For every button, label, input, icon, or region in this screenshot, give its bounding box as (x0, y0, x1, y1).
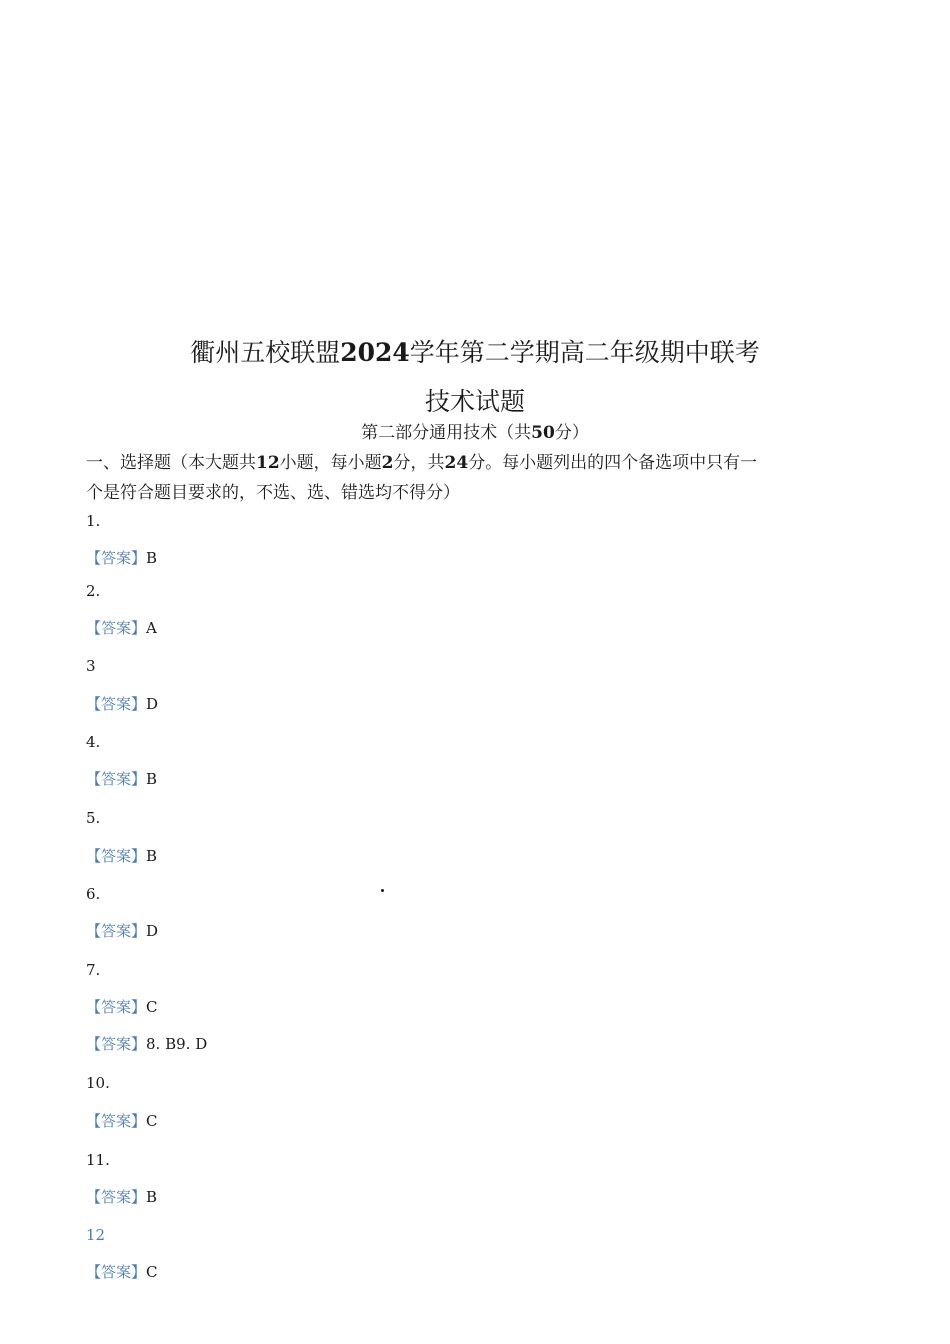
answer-value: B (146, 847, 158, 865)
answer-label: 【答案】 (86, 619, 147, 637)
answer-line (86, 921, 158, 941)
exam-title: 衢州五校联盟2024学年第二学期高二年级期中联考 (190, 338, 760, 367)
question-number: 1. (86, 512, 101, 530)
question-number: 6. (86, 885, 101, 903)
answer-label: 【答案】 (86, 549, 147, 567)
question-number: 5. (86, 809, 101, 827)
answer-value: C (146, 1263, 158, 1281)
answer-label: 【答案】 (86, 770, 147, 788)
answer-value: B (146, 549, 158, 567)
answer-line (86, 694, 158, 714)
answer-label: 【答案】 (86, 922, 147, 940)
question-number: 4. (86, 733, 101, 751)
answer-line (86, 1187, 157, 1207)
answer-label: 【答案】 (86, 847, 147, 865)
question-number: 7. (86, 961, 101, 979)
answer-value: C (146, 998, 158, 1016)
answer-value: D (146, 922, 159, 940)
answer-value: C (146, 1112, 158, 1130)
answer-label: 【答案】 (86, 1035, 147, 1053)
answer-label: 【答案】 (86, 998, 147, 1016)
stray-dot-mark (381, 889, 384, 892)
question-number: 2. (86, 582, 101, 600)
answer-line (86, 618, 157, 638)
answer-value: 8. B9. D (146, 1035, 208, 1053)
answer-label: 【答案】 (86, 695, 147, 713)
answer-line (86, 1034, 207, 1054)
answer-label: 【答案】 (86, 1188, 147, 1206)
question-number: 10. (86, 1074, 110, 1092)
answer-line (86, 548, 157, 568)
question-number: 3 (86, 657, 96, 675)
answer-value: B (146, 1188, 158, 1206)
question-number: 12 (86, 1226, 106, 1244)
answer-line (86, 997, 158, 1017)
answer-value: D (146, 695, 159, 713)
answer-line (86, 1262, 158, 1282)
part-heading: 第二部分通用技术（共50分） (361, 423, 589, 443)
answer-value: B (146, 770, 158, 788)
answer-label: 【答案】 (86, 1263, 147, 1281)
section-instructions-line2: 个是符合题目要求的，不选、选、错选均不得分） (86, 483, 460, 503)
answer-line (86, 846, 157, 866)
question-number: 11. (86, 1151, 110, 1169)
answer-line (86, 769, 157, 789)
answer-line (86, 1111, 158, 1131)
answer-label: 【答案】 (86, 1112, 147, 1130)
section-instructions-line1: 一、选择题（本大题共12小题，每小题2分，共24分。每小题列出的四个备选项中只有一 (86, 453, 758, 473)
exam-subject-title: 技术试题 (424, 387, 525, 416)
answer-value: A (146, 619, 157, 637)
